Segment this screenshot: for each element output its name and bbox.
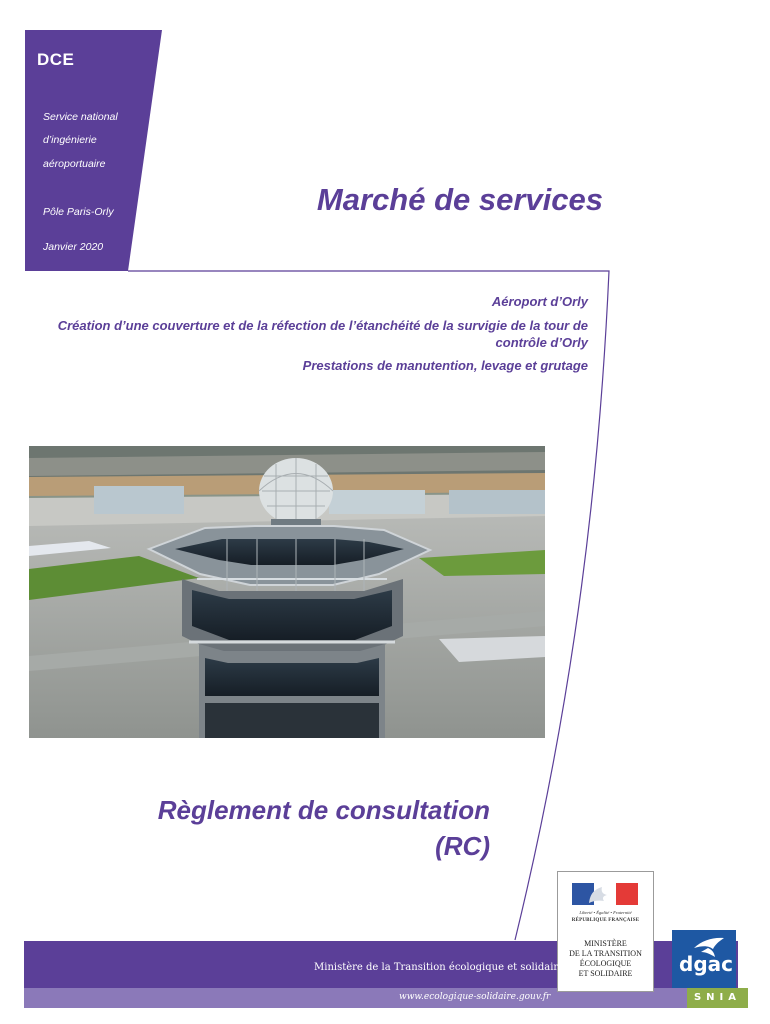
cover-photo: [29, 446, 545, 738]
service-line-3: aéroportuaire: [43, 158, 106, 170]
ministry-line-4: ET SOLIDAIRE: [578, 969, 633, 978]
republic-label: RÉPUBLIQUE FRANÇAISE: [571, 918, 640, 923]
date-label: Janvier 2020: [43, 241, 104, 253]
marianne-logo: [557, 871, 654, 992]
dgac-logo: [672, 930, 736, 988]
ministry-line-1: MINISTÈRE: [584, 939, 627, 948]
ministry-stack: [558, 939, 653, 979]
main-title: Marché de services: [316, 182, 603, 217]
service-line-2: d’ingénierie: [43, 134, 97, 146]
project-services: Prestations de manutention, levage et grutage: [302, 358, 588, 373]
document-title-line-1: Règlement de consultation: [157, 795, 490, 825]
document-title-line-2: (RC): [435, 831, 490, 861]
dgac-text: dgac: [679, 952, 733, 976]
ministry-line-3: ÉCOLOGIQUE: [579, 959, 632, 968]
project-airport: Aéroport d’Orly: [491, 294, 588, 309]
project-description: Création d’une couverture et de la réfection de l’étanchéité de la survigie de la tour de contrôle d’Orly: [57, 318, 588, 350]
dce-label: DCE: [37, 50, 75, 69]
service-line-1: Service national: [43, 111, 118, 123]
ministry-bar-text: Ministère de la Transition écologique et solidaire: [314, 962, 565, 973]
snia-label: SNIA: [687, 988, 748, 1008]
ministry-url[interactable]: www.ecologique-solidaire.gouv.fr: [399, 992, 551, 1002]
ministry-line-2: DE LA TRANSITION: [569, 949, 642, 958]
pole-label: Pôle Paris-Orly: [43, 206, 114, 218]
motto: Liberté • Égalité • Fraternité: [579, 910, 632, 915]
document-title: [40, 792, 490, 864]
